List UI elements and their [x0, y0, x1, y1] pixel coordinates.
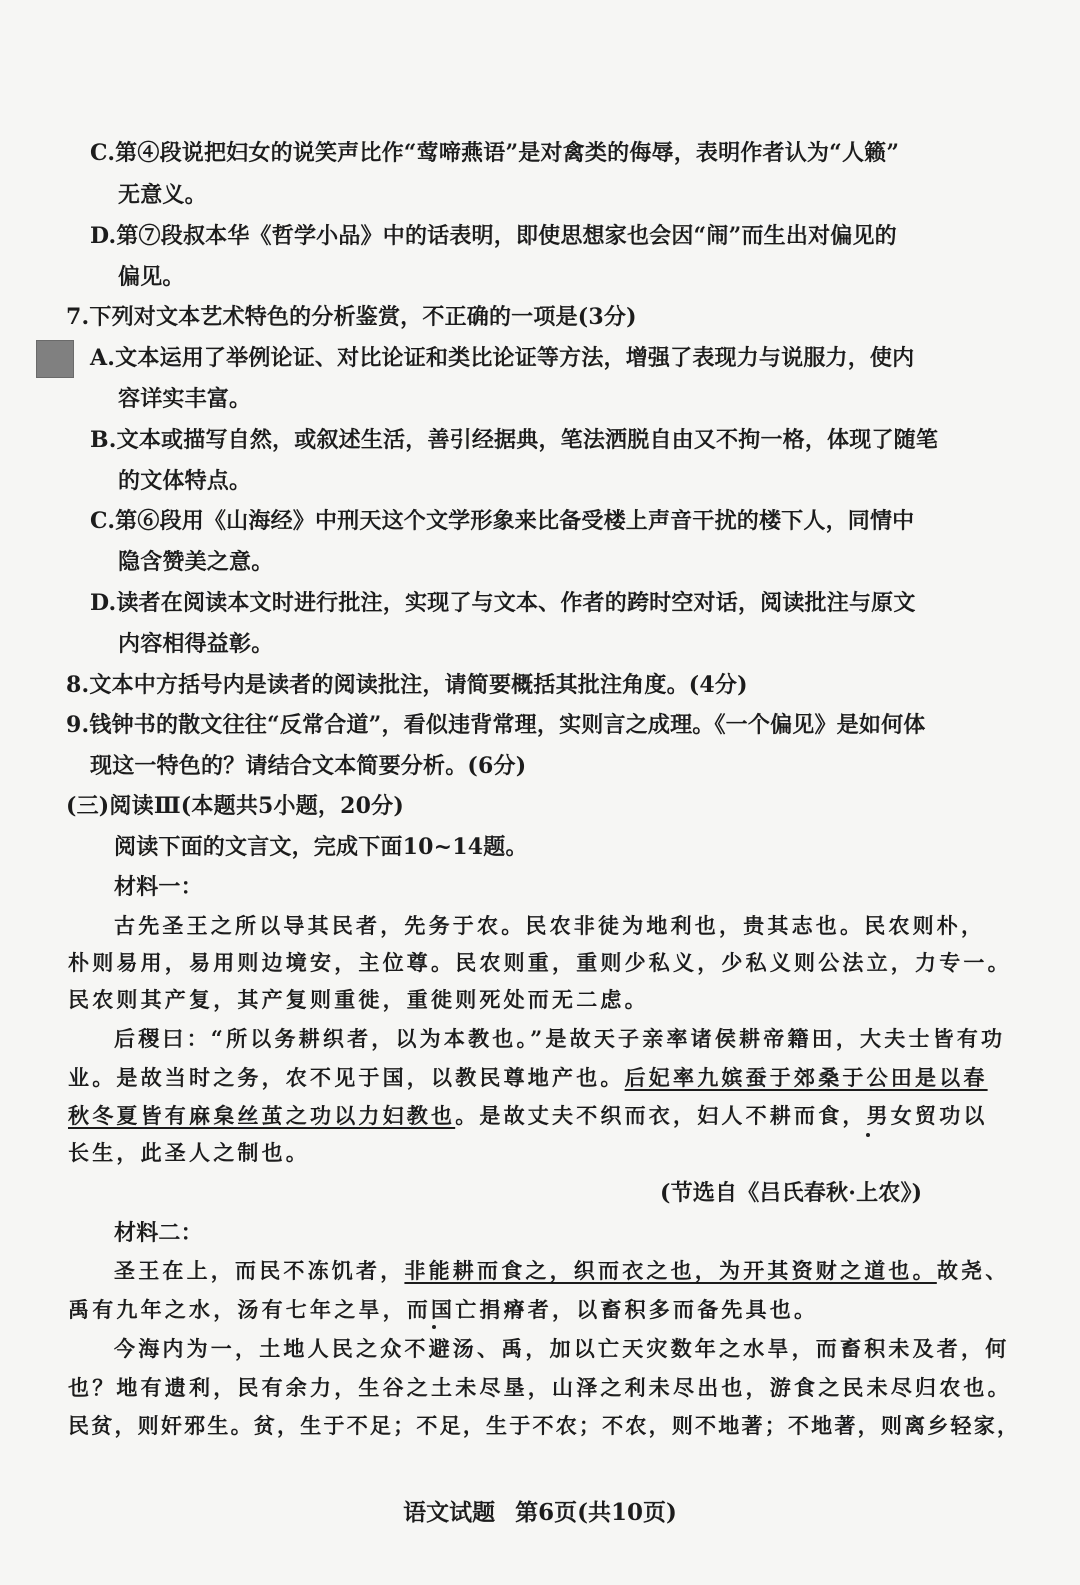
- q6-option-c-line1: C.第④段说把妇女的说笑声比作“莺啼燕语”是对禽类的侮辱，表明作者认为“人籁”: [90, 140, 900, 166]
- q9-stem-line2: 现这一特色的？请结合文本简要分析。(6分): [90, 753, 527, 779]
- material1-label: 材料一：: [114, 874, 203, 900]
- footer-subject: 语文试题: [403, 1499, 496, 1526]
- emphasis-dot: [432, 1325, 436, 1329]
- material2-p2-line2: 也？地有遗利，民有余力，生谷之土未尽垦，山泽之利未尽出也，游食之民未尽归农也。: [68, 1375, 1012, 1400]
- q8-stem: 8.文本中方括号内是读者的阅读批注，请简要概括其批注角度。(4分): [66, 672, 748, 698]
- q7-option-d-line1: D.读者在阅读本文时进行批注，实现了与文本、作者的跨时空对话，阅读批注与原文: [90, 590, 916, 616]
- q7-option-b-line2: 的文体特点。: [118, 468, 252, 494]
- material1-p1-line3: 民农则其产复，其产复则重徙，重徙则死处而无二虑。: [68, 987, 649, 1012]
- material1-p2-line3-text: 。是故丈夫不织而衣，妇人不耕而食，男女贸功以: [455, 1103, 988, 1128]
- section3-heading: (三)阅读Ⅲ(本题共5小题，20分): [66, 793, 404, 819]
- q6-option-d-line1: D.第⑦段叔本华《哲学小品》中的话表明，即使思想家也会因“闹”而生出对偏见的: [90, 223, 897, 249]
- q7-option-a-line1: A.文本运用了举例论证、对比论证和类比论证等方法，增强了表现力与说服力，使内: [90, 345, 915, 371]
- material2-p2-line3: 民贫，则奸邪生。贫，生于不足；不足，生于不农；不农，则不地著；不地著，则离乡轻家，: [68, 1413, 1021, 1438]
- material2-p1-line2: 禹有九年之水，汤有七年之旱，而国亡捐瘠者，以畜积多而备先具也。: [68, 1297, 819, 1322]
- q6-option-d-line2: 偏见。: [118, 264, 185, 290]
- footer-page-number: 第6页(共10页): [515, 1499, 677, 1526]
- material1-p2-line2: [68, 1063, 988, 1093]
- material2-label: 材料二：: [114, 1220, 203, 1246]
- material1-source: (节选自《吕氏春秋·上农》): [660, 1180, 923, 1206]
- material2-p1-line1-text-a: 圣王在上，而民不冻饥者，: [114, 1258, 405, 1283]
- section3-instruction: 阅读下面的文言文，完成下面10~14题。: [114, 834, 528, 860]
- material2-p2-line1: 今海内为一，土地人民之众不避汤、禹，加以亡天灾数年之水旱，而畜积未及者，何: [114, 1336, 1010, 1361]
- q7-option-c-line2: 隐含赞美之意。: [118, 549, 274, 575]
- q6-option-c-line2: 无意义。: [118, 182, 207, 208]
- q7-option-a-line2: 容详实丰富。: [118, 386, 252, 412]
- material2-underlined-sentence: 非能耕而食之，织而衣之也，为开其资财之道也。: [404, 1258, 937, 1283]
- material2-p1-line1: [114, 1256, 1009, 1286]
- q9-stem-line1: 9.钱钟书的散文往往“反常合道”，看似违背常理，实则言之成理。《一个偏见》是如何体: [66, 712, 926, 738]
- material1-p2-line1: 后稷曰：“所以务耕织者，以为本教也。”是故天子亲率诸侯耕帝籍田，大夫士皆有功: [114, 1026, 1006, 1051]
- material1-p1-line2: 朴则易用，易用则边境安，主位尊。民农则重，重则少私义，少私义则公法立，力专一。: [68, 950, 1012, 975]
- material1-p1-line1: 古先圣王之所以导其民者，先务于农。民农非徒为地利也，贵其志也。民农则朴，: [114, 913, 986, 938]
- q7-stem: 7.下列对文本艺术特色的分析鉴赏，不正确的一项是(3分): [66, 304, 637, 330]
- scan-marker-box: [36, 340, 74, 378]
- material1-p2-line2-text: 业。是故当时之务，农不见于国，以教民尊地产也。: [68, 1065, 625, 1090]
- q7-option-b-line1: B.文本或描写自然，或叙述生活，善引经据典，笔法洒脱自由又不拘一格，体现了随笔: [90, 427, 939, 453]
- material1-underlined-sentence-part1: 后妃率九嫔蚕于郊桑于公田是以春: [624, 1065, 988, 1090]
- material1-p2-line3: [68, 1101, 988, 1131]
- material1-p2-line4: 长生，此圣人之制也。: [68, 1140, 310, 1165]
- q7-option-d-line2: 内容相得益彰。: [118, 631, 274, 657]
- material2-p1-line1-text-b: 故尧、: [936, 1258, 1010, 1283]
- emphasis-dot: [866, 1133, 870, 1137]
- q7-option-c-line1: C.第⑥段用《山海经》中刑天这个文学形象来比备受楼上声音干扰的楼下人，同情中: [90, 508, 915, 534]
- page-footer: [0, 1494, 1080, 1527]
- material1-underlined-sentence-part2: 秋冬夏皆有麻枲丝茧之功以力妇教也: [68, 1103, 456, 1128]
